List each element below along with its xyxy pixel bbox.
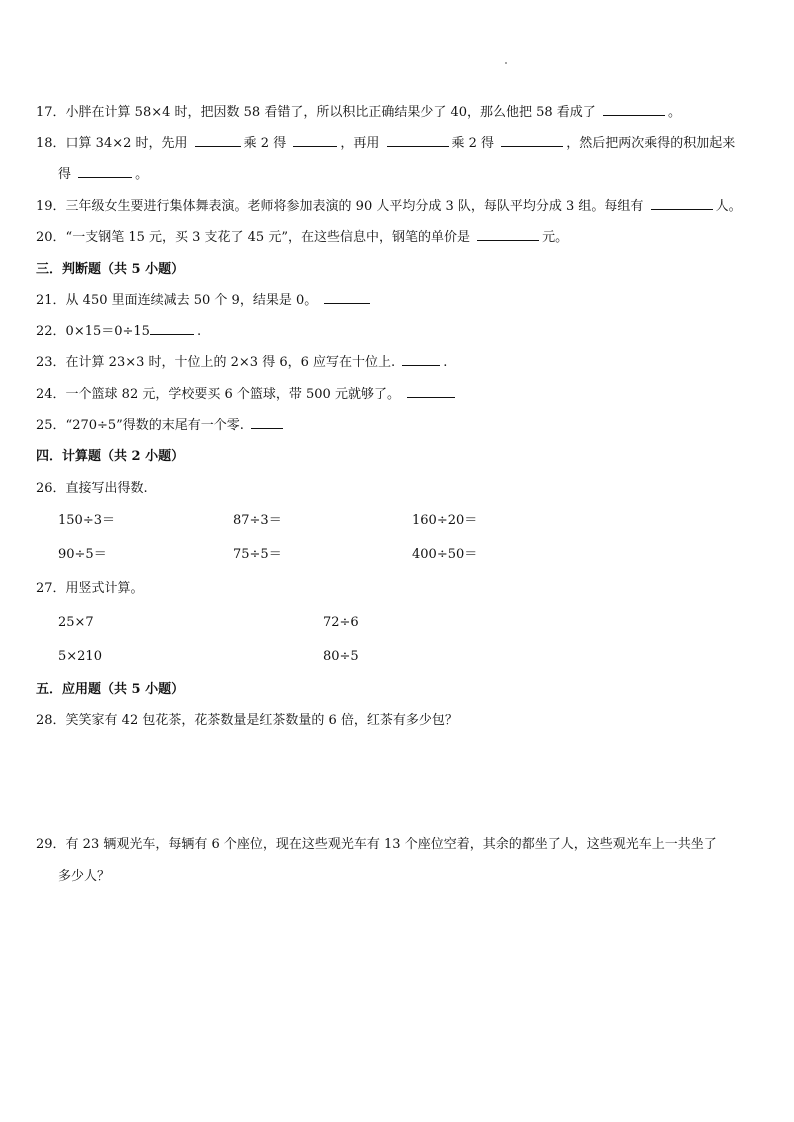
q26-item-3: 160÷20＝ [412, 513, 478, 528]
section-4-heading: 四．计算题（共 2 小题） [36, 449, 185, 464]
q26-item-4: 90÷5＝ [58, 547, 107, 562]
answer-blank-18d[interactable] [501, 135, 563, 147]
question-28: 28．笑笑家有 42 包花茶，花茶数量是红茶数量的 6 倍，红茶有多少包？ [36, 713, 458, 728]
answer-blank-24[interactable] [407, 386, 455, 398]
question-29: 29．有 23 辆观光车，每辆有 6 个座位，现在这些观光车有 13 个座位空着，其余的都坐了人，这些观光车上一共坐了 [36, 837, 717, 852]
question-22: 22．0×15＝0÷15 . [36, 324, 202, 339]
answer-blank-18a[interactable] [195, 135, 241, 147]
q27-item-1: 25×7 [58, 615, 94, 630]
question-23: 23．在计算 23×3 时，十位上的 2×3 得 6，6 应写在十位上. . [36, 355, 448, 370]
q27-item-2: 72÷6 [323, 615, 359, 630]
question-24: 24．一个篮球 82 元，学校要买 6 个篮球，带 500 元就够了。 [36, 386, 458, 404]
section-5-heading: 五．应用题（共 5 小题） [36, 682, 185, 697]
answer-blank-18b[interactable] [293, 135, 337, 147]
page-mark [505, 62, 507, 64]
q26-item-1: 150÷3＝ [58, 513, 115, 528]
q27-item-4: 80÷5 [323, 649, 359, 664]
q27-item-3: 5×210 [58, 649, 102, 664]
answer-blank-18c[interactable] [387, 135, 449, 147]
question-26-title: 26．直接写出得数. [36, 481, 148, 496]
question-27-title: 27．用竖式计算。 [36, 581, 144, 596]
question-18-continued: 得 。 [58, 167, 149, 182]
question-29-continued: 多少人？ [58, 869, 111, 884]
question-17: 17．小胖在计算 58×4 时，把因数 58 看错了，所以积比正确结果少了 40，那么他把 58 看成了 。 [36, 105, 681, 120]
answer-blank-25[interactable] [251, 417, 283, 429]
section-3-heading: 三．判断题（共 5 小题） [36, 262, 185, 277]
q26-item-5: 75÷5＝ [233, 547, 282, 562]
question-25: 25．“270÷5”得数的末尾有一个零. [36, 417, 286, 435]
q26-item-6: 400÷50＝ [412, 547, 478, 562]
answer-blank-18e[interactable] [78, 166, 132, 178]
answer-blank-21[interactable] [324, 292, 370, 304]
answer-blank-17[interactable] [603, 104, 665, 116]
question-20: 20．“一支钢笔 15 元，买 3 支花了 45 元”，在这些信息中，钢笔的单价是 元。 [36, 230, 569, 245]
question-21: 21．从 450 里面连续减去 50 个 9，结果是 0。 [36, 292, 373, 310]
answer-blank-22[interactable] [150, 323, 194, 335]
answer-blank-19[interactable] [651, 198, 713, 210]
answer-blank-20[interactable] [477, 229, 539, 241]
question-18: 18．口算 34×2 时，先用 乘 2 得 ，再用 乘 2 得 ，然后把两次乘得的积加起来 [36, 136, 736, 151]
answer-blank-23[interactable] [402, 354, 440, 366]
question-19: 19．三年级女生要进行集体舞表演。老师将参加表演的 90 人平均分成 3 队，每队平均分成 3 组。每组有 人。 [36, 199, 742, 214]
q26-item-2: 87÷3＝ [233, 513, 282, 528]
